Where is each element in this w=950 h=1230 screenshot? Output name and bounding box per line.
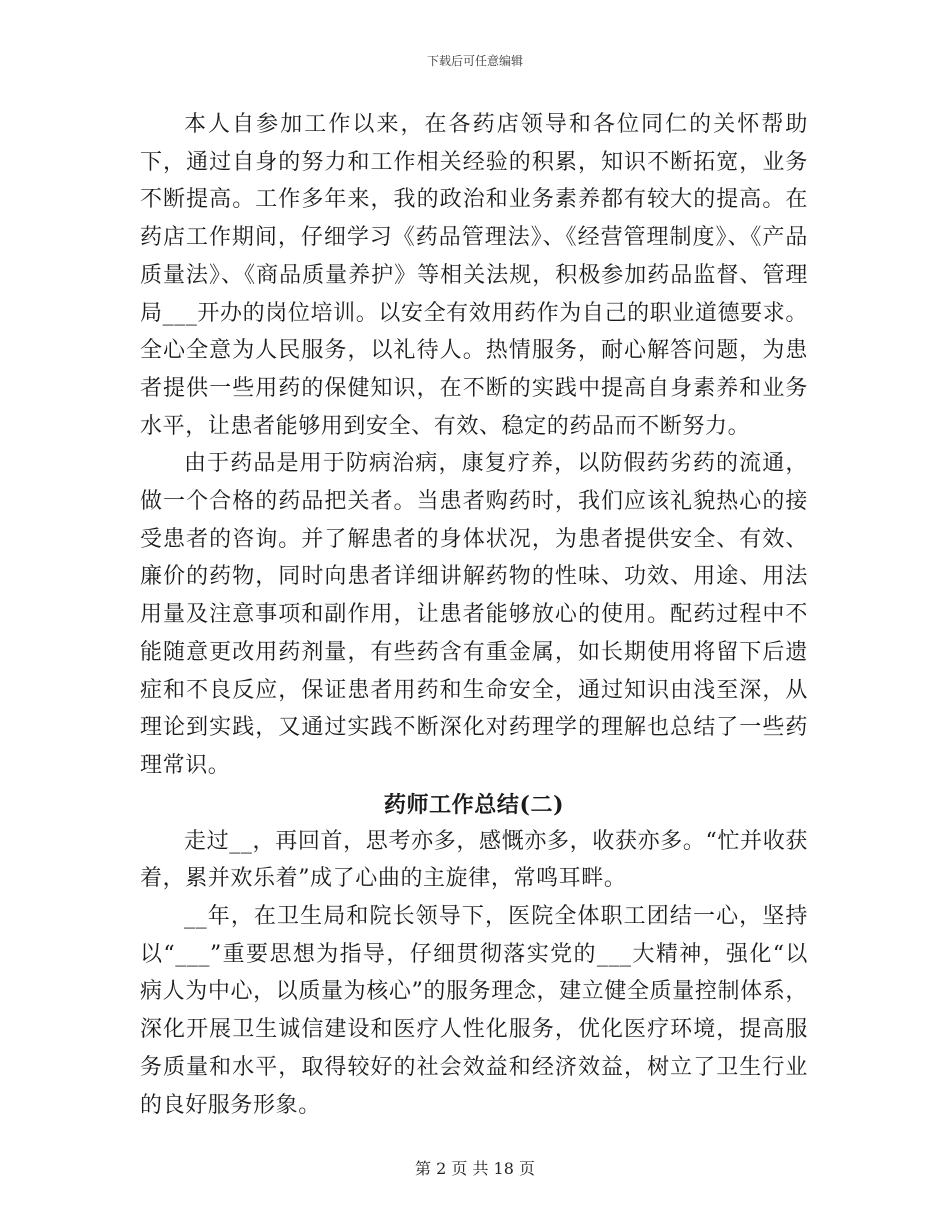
paragraph-2: 由于药品是用于防病治病，康复疗养，以防假药劣药的流通，做一个合格的药品把关者。当患者购药时，我们应该礼貌热心的接受患者的咨询。并了解患者的身体状况，为患者提供安全、有效、廉价的药物，同时向患者详细讲解药物的性味、功效、用途、用法用量及注意事项和副作用，让患者能够放心的使用。配药过程中不能随意更改用药剂量，有些药含有重金属，如长期使用将留下后遗症和不良反应，保证患者用药和生命安全，通过知识由浅至深，从理论到实践，又通过实践不断深化对药理学的理解也总结了一些药理常识。 (140, 451, 808, 778)
page-header: 下载后可任意编辑 (426, 54, 523, 68)
page-number-footer: 第 2 页 共 18 页 (415, 1159, 535, 1178)
section-paragraph-2: __年，在卫生局和院长领导下，医院全体职工团结一心，坚持以“___”重要思想为指导，仔细贯彻落实党的___大精神，强化“以病人为中心，以质量为核心”的服务理念，建立健全质量控制体系，深化开展卫生诚信建设和医疗人性化服务，优化医疗环境，提高服务质量和水平，取得较好的社会效益和经济效益，树立了卫生行业的良好服务形象。 (140, 904, 808, 1118)
section-title: 药师工作总结(二) (383, 791, 565, 818)
section-paragraph-1: 走过__，再回首，思考亦多，感慨亦多，收获亦多。“忙并收获着，累并欢乐着”成了心曲的主旋律，常鸣耳畔。 (140, 828, 808, 892)
paragraph-1: 本人自参加工作以来，在各药店领导和各位同仁的关怀帮助下，通过自身的努力和工作相关经验的积累，知识不断拓宽，业务不断提高。工作多年来，我的政治和业务素养都有较大的提高。在药店工作期间，仔细学习《药品管理法》、《经营管理制度》、《产品质量法》、《商品质量养护》等相关法规，积极参加药品监督、管理局___开办的岗位培训。以安全有效用药作为自己的职业道德要求。全心全意为人民服务，以礼待人。热情服务，耐心解答问题，为患者提供一些用药的保健知识，在不断的实践中提高自身素养和业务水平，让患者能够用到安全、有效、稳定的药品而不断努力。 (140, 112, 808, 439)
document-body (140, 106, 808, 1124)
